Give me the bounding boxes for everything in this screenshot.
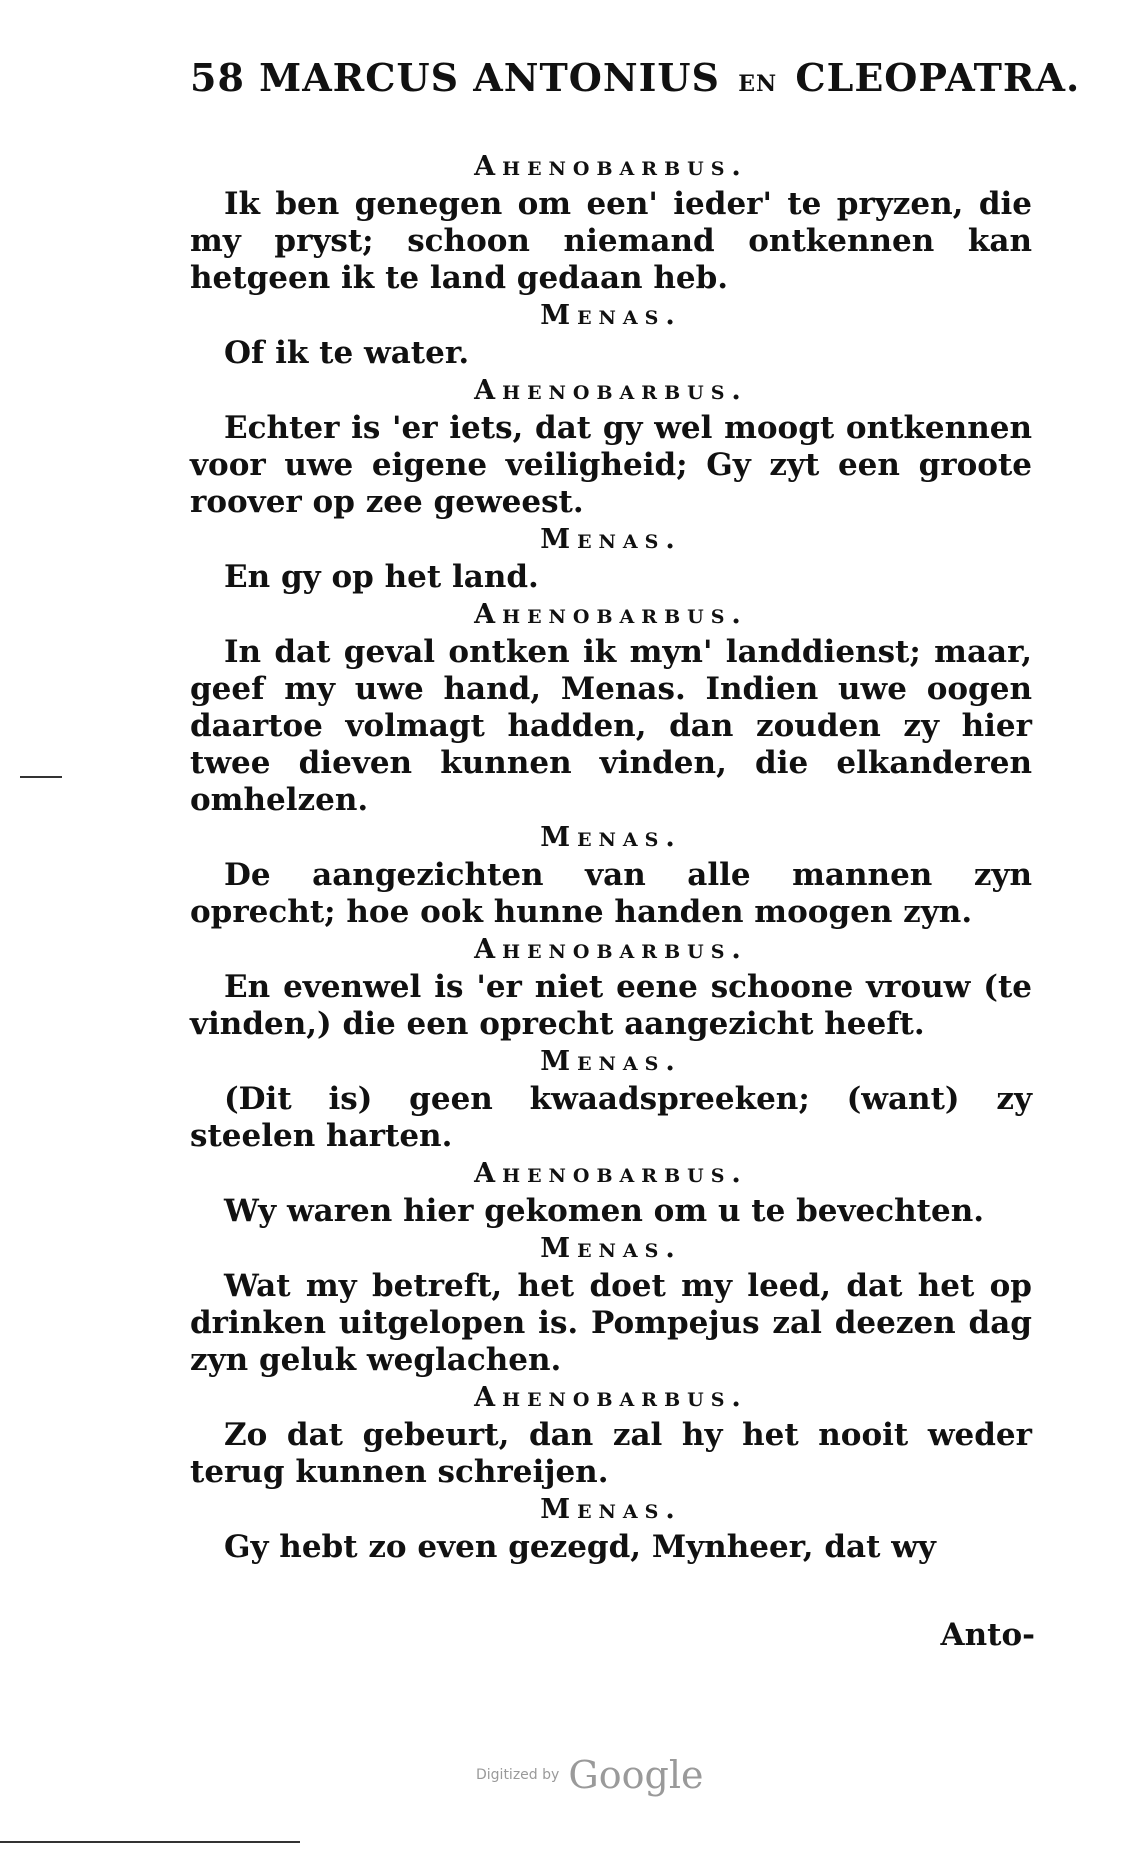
- dialogue-entry: [190, 1491, 1032, 1566]
- speech-text: En evenwel is 'er niet eene schoone vrouw (te vinden,) die een oprecht aangezicht heeft.: [190, 969, 1032, 1042]
- catchword: Anto-: [940, 1617, 1035, 1653]
- watermark-google-logo: Google: [568, 1753, 704, 1797]
- speech-text: Zo dat gebeurt, dan zal hy het nooit weder terug kunnen schreijen.: [190, 1417, 1032, 1490]
- speech-text: Wat my betreft, het doet my leed, dat het op drinken uitgelopen is. Pompejus zal deezen dag zyn geluk weglachen.: [190, 1268, 1032, 1378]
- speaker-name: Ahenobarbus.: [474, 934, 748, 965]
- speech-text: De aangezichten van alle mannen zyn oprecht; hoe ook hunne handen moogen zyn.: [190, 857, 1032, 930]
- header-title-right: CLEOPATRA.: [795, 55, 1081, 100]
- speech-text: In dat geval ontken ik myn' landdienst; maar, geef my uwe hand, Menas. Indien uwe oogen daartoe volmagt hadden, dan zouden zy hier twee dieven kunnen vinden, die elkanderen omhelzen.: [190, 634, 1032, 818]
- header-title-left: MARCUS ANTONIUS: [259, 55, 720, 100]
- speaker-name: Ahenobarbus.: [474, 1382, 748, 1413]
- running-header: [190, 55, 1081, 100]
- speaker-name: Menas.: [540, 524, 682, 555]
- speech-text: Wy waren hier gekomen om u te bevechten.: [224, 1193, 985, 1229]
- dialogue-entry: [190, 931, 1032, 1043]
- speaker-name: Ahenobarbus.: [474, 151, 748, 182]
- speaker-name: Menas.: [540, 1233, 682, 1264]
- digitization-watermark: [476, 1753, 703, 1797]
- dialogue-entry: [190, 1043, 1032, 1155]
- dialogue-entry: [190, 1379, 1032, 1491]
- speaker-name: Menas.: [540, 1494, 682, 1525]
- dialogue-entry: [190, 297, 1032, 372]
- speaker-name: Ahenobarbus.: [474, 1158, 748, 1189]
- dialogue-entry: [190, 819, 1032, 931]
- dialogue-entry: [190, 372, 1032, 521]
- speaker-name: Menas.: [540, 1046, 682, 1077]
- dialogue-entry: [190, 1155, 1032, 1230]
- dialogue-entry: [190, 521, 1032, 596]
- dialogue-text: [190, 148, 1032, 1566]
- margin-mark: [20, 776, 62, 778]
- speaker-name: Ahenobarbus.: [474, 599, 748, 630]
- speaker-name: Ahenobarbus.: [474, 375, 748, 406]
- speech-text: Gy hebt zo even gezegd, Mynheer, dat wy: [224, 1529, 936, 1565]
- speech-text: Of ik te water.: [224, 335, 470, 371]
- scan-edge-line: [0, 1841, 300, 1843]
- dialogue-entry: [190, 596, 1032, 819]
- page-number: 58: [190, 55, 245, 100]
- header-title-joiner: EN: [738, 71, 778, 97]
- watermark-digitized-by: Digitized by: [476, 1767, 560, 1783]
- speaker-name: Menas.: [540, 300, 682, 331]
- dialogue-entry: [190, 148, 1032, 297]
- speaker-name: Menas.: [540, 822, 682, 853]
- speech-text: (Dit is) geen kwaadspreeken; (want) zy steelen harten.: [190, 1081, 1032, 1154]
- speech-text: En gy op het land.: [224, 559, 539, 595]
- dialogue-entry: [190, 1230, 1032, 1379]
- speech-text: Echter is 'er iets, dat gy wel moogt ontkennen voor uwe eigene veiligheid; Gy zyt een groote roover op zee geweest.: [190, 410, 1032, 520]
- speech-text: Ik ben genegen om een' ieder' te pryzen, die my pryst; schoon niemand ontkennen kan hetgeen ik te land gedaan heb.: [190, 186, 1032, 296]
